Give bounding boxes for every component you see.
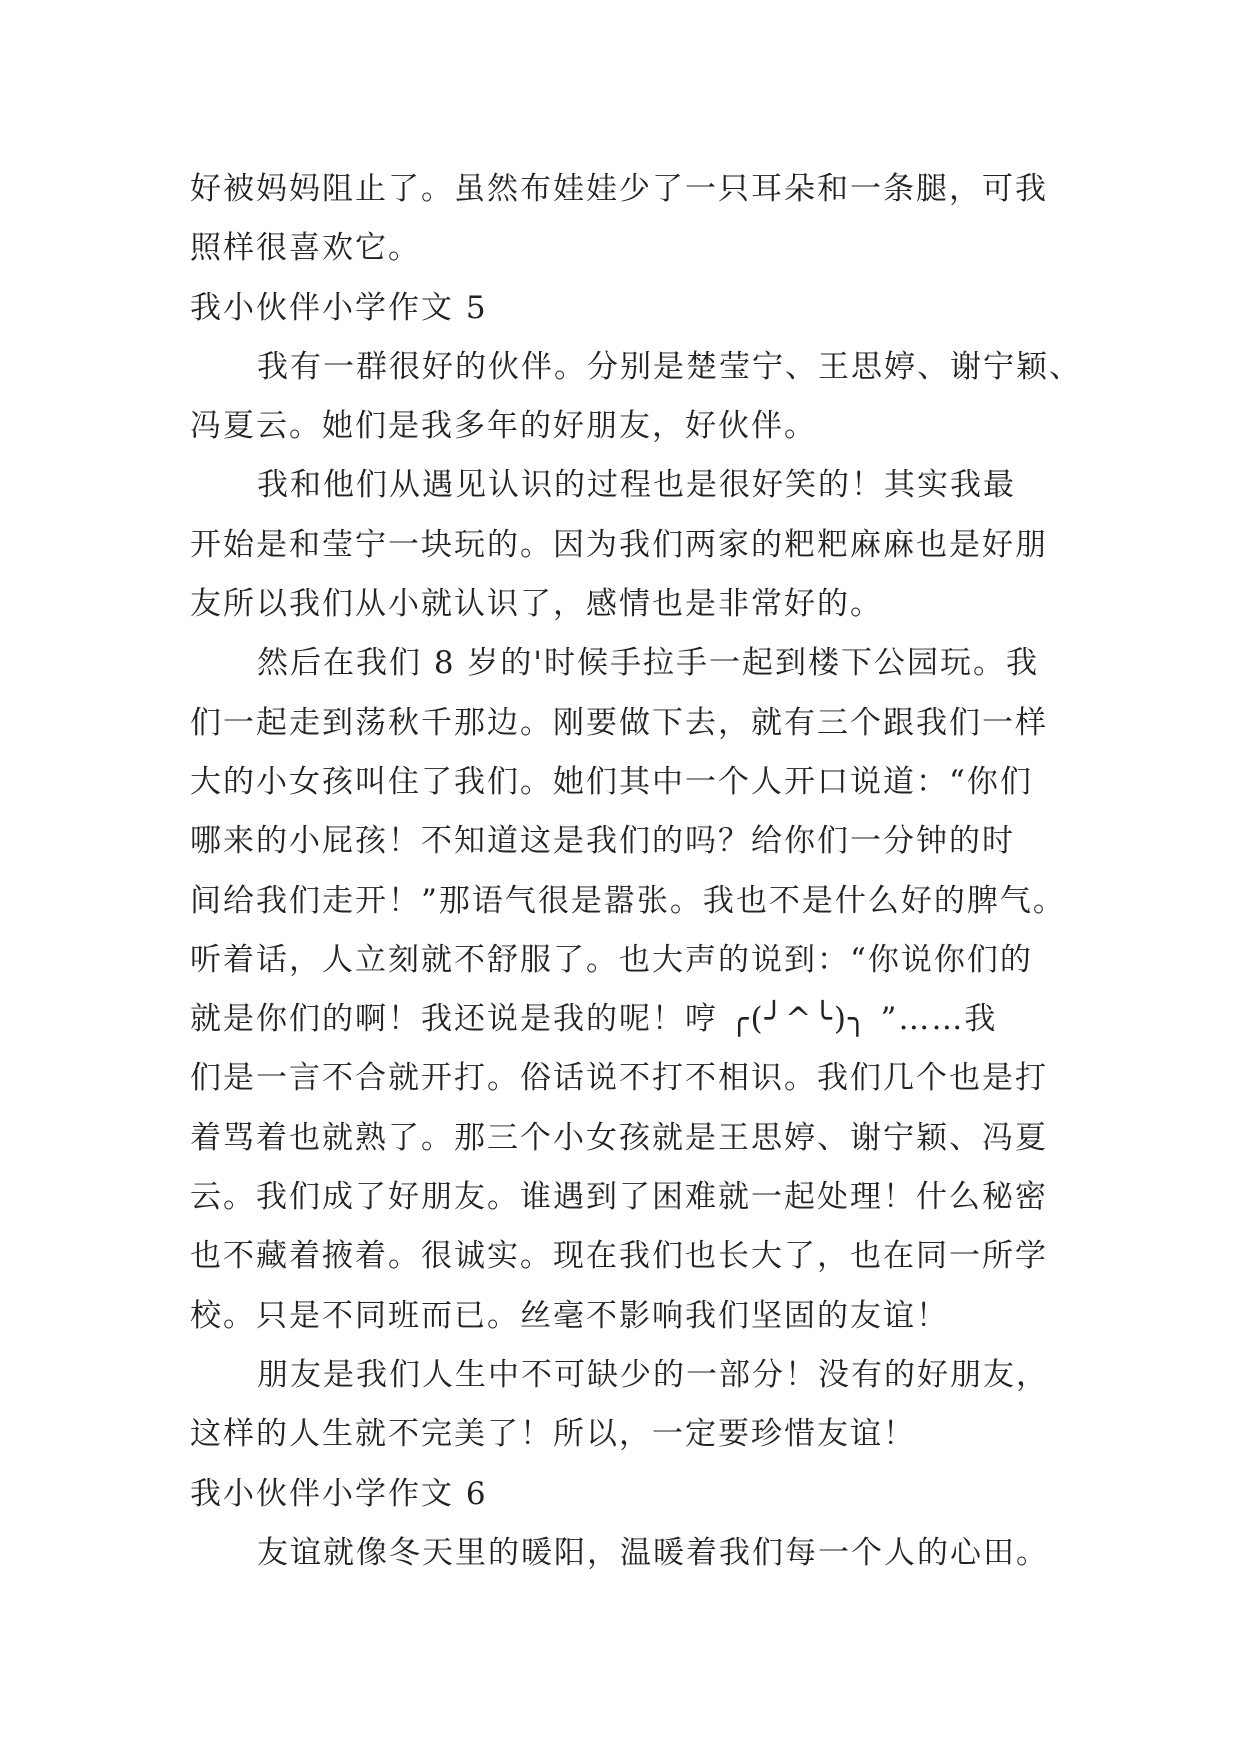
text-line: 哪来的小屁孩！不知道这是我们的吗？给你们一分钟的时 [190,823,1015,860]
text-line: 我和他们从遇见认识的过程也是很好笑的！其实我最 [257,467,1016,504]
text-line: 校。只是不同班而已。丝毫不影响我们坚固的友谊！ [190,1297,949,1334]
text-line: 听着话，人立刻就不舒服了。也大声的说到：“你说你们的 [190,941,1033,978]
text-line: 照样很喜欢它。 [190,230,421,267]
text-line: 朋友是我们人生中不可缺少的一部分！没有的好朋友， [257,1356,1049,1393]
text-line: 云。我们成了好朋友。谁遇到了困难就一起处理！什么秘密 [190,1179,1048,1216]
text-line: 大的小女孩叫住了我们。她们其中一个人开口说道：“你们 [190,763,1033,800]
text-line: 就是你们的啊！我还说是我的呢！哼 ╭(╯^╰)╮ ”……我 [190,1001,998,1038]
section-heading: 我小伙伴小学作文 6 [190,1475,488,1512]
text-line: 然后在我们 8 岁的'时候手拉手一起到楼下公园玩。我 [257,645,1039,682]
text-line: 我有一群很好的伙伴。分别是楚莹宁、王思婷、谢宁颖、 [257,348,1082,385]
text-line: 们是一言不合就开打。俗话说不打不相识。我们几个也是打 [190,1060,1048,1097]
text-line: 们一起走到荡秋千那边。刚要做下去，就有三个跟我们一样 [190,704,1048,741]
text-line: 好被妈妈阻止了。虽然布娃娃少了一只耳朵和一条腿，可我 [190,171,1048,207]
text-line: 这样的人生就不完美了！所以，一定要珍惜友谊！ [190,1416,916,1453]
text-line: 友所以我们从小就认识了，感情也是非常好的。 [190,586,883,623]
document-body [190,160,1082,1583]
section-heading: 我小伙伴小学作文 5 [190,289,488,326]
text-line: 友谊就像冬天里的暖阳，温暖着我们每一个人的心田。 [257,1534,1049,1571]
text-line: 冯夏云。她们是我多年的好朋友，好伙伴。 [190,408,817,445]
text-line: 开始是和莹宁一块玩的。因为我们两家的粑粑麻麻也是好朋 [190,526,1048,563]
text-line: 间给我们走开！”那语气很是嚣张。我也不是什么好的脾气。 [190,882,1066,919]
text-line: 也不藏着掖着。很诚实。现在我们也长大了，也在同一所学 [190,1238,1048,1275]
text-line: 着骂着也就熟了。那三个小女孩就是王思婷、谢宁颖、冯夏 [190,1119,1048,1156]
